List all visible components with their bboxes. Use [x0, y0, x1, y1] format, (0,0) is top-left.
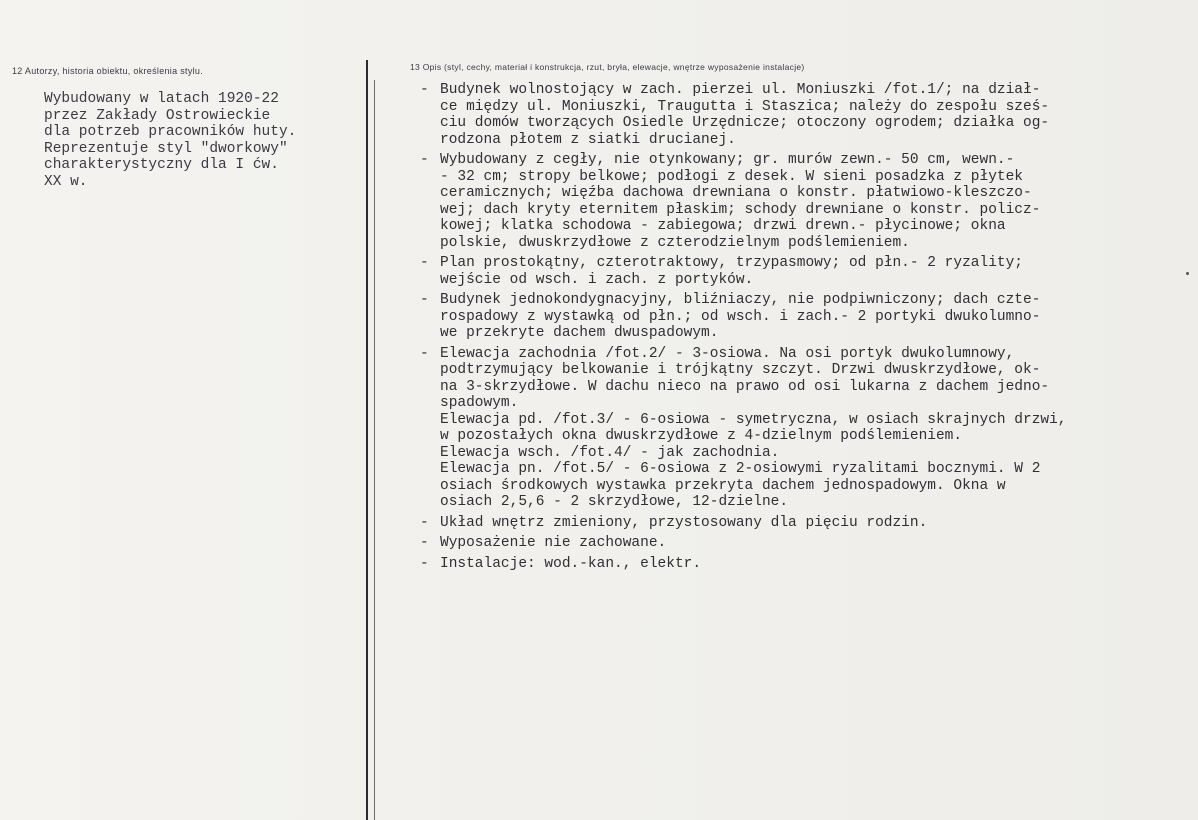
list-dash: -: [420, 82, 429, 98]
list-item: [420, 535, 1180, 552]
list-item: [420, 346, 1180, 511]
list-item: [420, 152, 1180, 251]
list-item: [420, 255, 1180, 288]
list-dash: -: [420, 555, 429, 572]
list-dash: -: [420, 345, 429, 362]
description-list: [420, 82, 1180, 576]
list-item: [420, 515, 1180, 532]
list-dash: -: [420, 255, 429, 271]
list-item-text: Plan prostokątny, czterotraktowy, trzypasmowy; od płn.- 2 ryzality; wejście od wsch. i zach. z portyków.: [440, 255, 1023, 288]
column-divider-secondary: [374, 80, 375, 820]
list-item-text: Instalacje: wod.-kan., elektr.: [440, 555, 702, 572]
section-13-header: 13 Opis (styl, cechy, materiał i konstrukcja, rzut, bryła, elewacje, wnętrze wyposażenie instalacje): [410, 62, 805, 72]
list-dash: -: [420, 292, 429, 308]
list-item: [420, 292, 1180, 342]
section-12-header: 12 Autorzy, historia obiektu, określenia stylu.: [12, 66, 204, 76]
list-item: [420, 82, 1180, 148]
list-item: [420, 556, 1180, 573]
list-item-text: Wyposażenie nie zachowane.: [440, 535, 667, 551]
list-dash: -: [420, 152, 429, 168]
list-item-text: Budynek jednokondygnacyjny, bliźniaczy, nie podpiwniczony; dach czte- rospadowy z wystawką od płn.; od wsch. i zach.- 2 portyki dwukolumno- we przekryte dachem dwuspadowym.: [440, 292, 1041, 341]
list-dash: -: [420, 535, 429, 551]
column-divider: [366, 60, 368, 820]
list-item-text: Wybudowany z cegły, nie otynkowany; gr. murów zewn.- 50 cm, wewn.- - 32 cm; stropy belkowe; podłogi z desek. W sieni posadzka z płytek ceramicznych; więźba dachowa drewniana o konstr. płatwiowo-kleszczo- wej; dach kryty eternitem płaskim; schody drewniane o konstr. policz- kowej; klatka schodowa - zabiegowa; drzwi drewn.- płycinowe; okna polskie, dwuskrzydłowe z czterodzielnym podślemieniem.: [440, 152, 1041, 251]
list-item-text: Budynek wolnostojący w zach. pierzei ul. Moniuszki /fot.1/; na dział- ce między ul. Moniuszki, Traugutta i Staszica; należy do zespołu sześ- ciu domów tworzących Osiedle Urzędnicze; otoczony ogrodem; działka og- rodzona płotem z siatki drucianej.: [440, 82, 1050, 148]
list-item-text: Elewacja zachodnia /fot.2/ - 3-osiowa. Na osi portyk dwukolumnowy, podtrzymujący belkowanie i trójkątny szczyt. Drzwi dwuskrzydłowe, ok- na 3-skrzydłowe. W dachu nieco na prawo od osi lukarna z dachem jedno- spadowym. Elewacja pd. /fot.3/ - 6-osiowa - symetryczna, w osiach skrajnych drzwi, w pozostałych okna dwuskrzydłowe z 4-dzielnym podślemieniem. Elewacja wsch. /fot.4/ - jak zachodnia. Elewacja pn. /fot.5/ - 6-osiowa z 2-osiowymi ryzalitami bocznymi. W 2 osiach środkowych wystawka przekryta dachem jednospadowym. Okna w osiach 2,5,6 - 2 skrzydłowe, 12-dzielne.: [440, 345, 1067, 510]
scan-speck: [1186, 272, 1189, 275]
list-item-text: Układ wnętrz zmieniony, przystosowany dla pięciu rodzin.: [440, 514, 928, 531]
history-text: Wybudowany w latach 1920-22 przez Zakłady Ostrowieckie dla potrzeb pracowników huty. Reprezentuje styl "dworkowy" charakterystyczny dla I ćw. XX w.: [44, 91, 297, 190]
list-dash: -: [420, 514, 429, 531]
